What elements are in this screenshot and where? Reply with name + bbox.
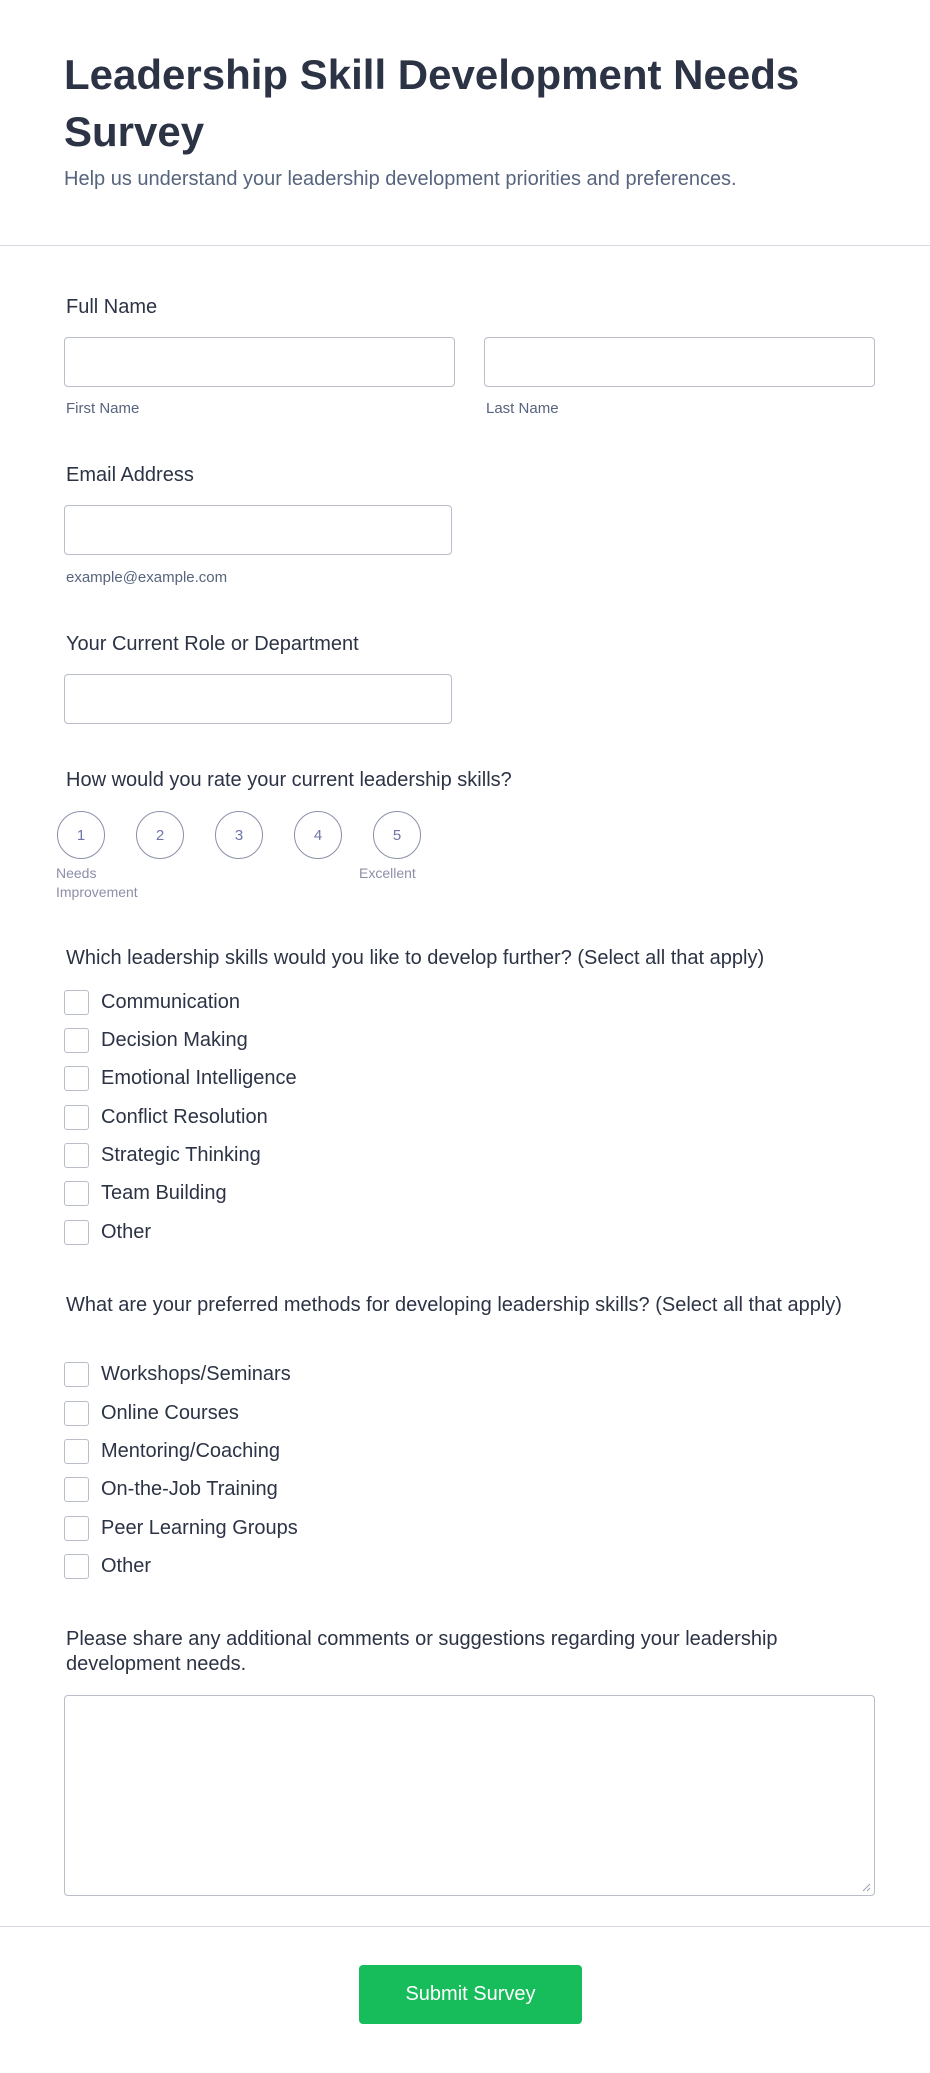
method-option-other[interactable]: [64, 1553, 151, 1579]
checkbox-label: Strategic Thinking: [101, 1143, 261, 1166]
skill-option-other[interactable]: [64, 1219, 151, 1245]
last-name-sublabel: Last Name: [486, 400, 559, 417]
checkbox-label: Other: [101, 1554, 152, 1577]
comments-textarea[interactable]: [64, 1695, 875, 1896]
checkbox[interactable]: [64, 1105, 89, 1130]
checkbox[interactable]: [64, 1220, 89, 1245]
skills-label: Which leadership skills would you like to develop further? (Select all that apply): [66, 947, 765, 969]
rating-high-caption: Excellent: [359, 865, 416, 881]
checkbox[interactable]: [64, 1028, 89, 1053]
checkbox-label: On-the-Job Training: [101, 1477, 278, 1500]
role-label: Your Current Role or Department: [66, 633, 359, 655]
submit-survey-button[interactable]: Submit Survey: [359, 1965, 582, 2024]
rating-label: How would you rate your current leadership skills?: [66, 769, 512, 791]
checkbox[interactable]: [64, 1554, 89, 1579]
skill-option-communication[interactable]: [64, 989, 240, 1015]
email-sublabel: example@example.com: [66, 569, 228, 586]
skill-option-strategic-thinking[interactable]: [64, 1142, 261, 1168]
checkbox-label: Mentoring/Coaching: [101, 1439, 280, 1462]
email-label: Email Address: [66, 464, 194, 486]
email-input[interactable]: [64, 505, 452, 555]
footer-divider: [0, 1926, 930, 1927]
rating-option-1[interactable]: 1: [57, 811, 105, 859]
last-name-input[interactable]: [484, 337, 875, 387]
checkbox[interactable]: [64, 1181, 89, 1206]
rating-option-4[interactable]: 4: [294, 811, 342, 859]
form-header: [0, 0, 930, 246]
checkbox-label: Emotional Intelligence: [101, 1066, 297, 1089]
checkbox[interactable]: [64, 1439, 89, 1464]
checkbox-label: Online Courses: [101, 1401, 239, 1424]
skill-option-decision-making[interactable]: [64, 1027, 248, 1053]
method-option-workshops[interactable]: [64, 1361, 291, 1387]
checkbox[interactable]: [64, 1477, 89, 1502]
checkbox-label: Decision Making: [101, 1028, 248, 1051]
checkbox[interactable]: [64, 1362, 89, 1387]
method-option-peer-learning[interactable]: [64, 1515, 298, 1541]
skill-option-conflict-resolution[interactable]: [64, 1104, 268, 1130]
method-option-mentoring[interactable]: [64, 1438, 280, 1464]
resize-grip-icon[interactable]: [861, 1882, 871, 1892]
checkbox-label: Workshops/Seminars: [101, 1362, 291, 1385]
first-name-input[interactable]: [64, 337, 455, 387]
checkbox-label: Team Building: [101, 1181, 227, 1204]
checkbox[interactable]: [64, 1401, 89, 1426]
rating-low-caption: Needs Improvement: [56, 865, 138, 900]
page-subtitle: Help us understand your leadership development priorities and preferences.: [64, 168, 737, 190]
method-option-on-the-job[interactable]: [64, 1476, 278, 1502]
checkbox[interactable]: [64, 1143, 89, 1168]
checkbox[interactable]: [64, 1066, 89, 1091]
skill-option-team-building[interactable]: [64, 1180, 227, 1206]
rating-option-2[interactable]: 2: [136, 811, 184, 859]
checkbox-label: Other: [101, 1220, 152, 1243]
rating-option-5[interactable]: 5: [373, 811, 421, 859]
checkbox[interactable]: [64, 990, 89, 1015]
methods-label: What are your preferred methods for developing leadership skills? (Select all that apply): [66, 1294, 842, 1316]
method-option-online-courses[interactable]: [64, 1400, 239, 1426]
checkbox[interactable]: [64, 1516, 89, 1541]
checkbox-label: Peer Learning Groups: [101, 1516, 298, 1539]
full-name-label: Full Name: [66, 296, 158, 318]
skill-option-emotional-intelligence[interactable]: [64, 1065, 297, 1091]
role-input[interactable]: [64, 674, 452, 724]
page-title: Leadership Skill Development Needs Survey: [64, 51, 800, 155]
rating-option-3[interactable]: 3: [215, 811, 263, 859]
checkbox-label: Communication: [101, 990, 240, 1013]
comments-label: Please share any additional comments or suggestions regarding your leadership development needs.: [66, 1628, 778, 1675]
checkbox-label: Conflict Resolution: [101, 1105, 268, 1128]
first-name-sublabel: First Name: [66, 400, 140, 417]
